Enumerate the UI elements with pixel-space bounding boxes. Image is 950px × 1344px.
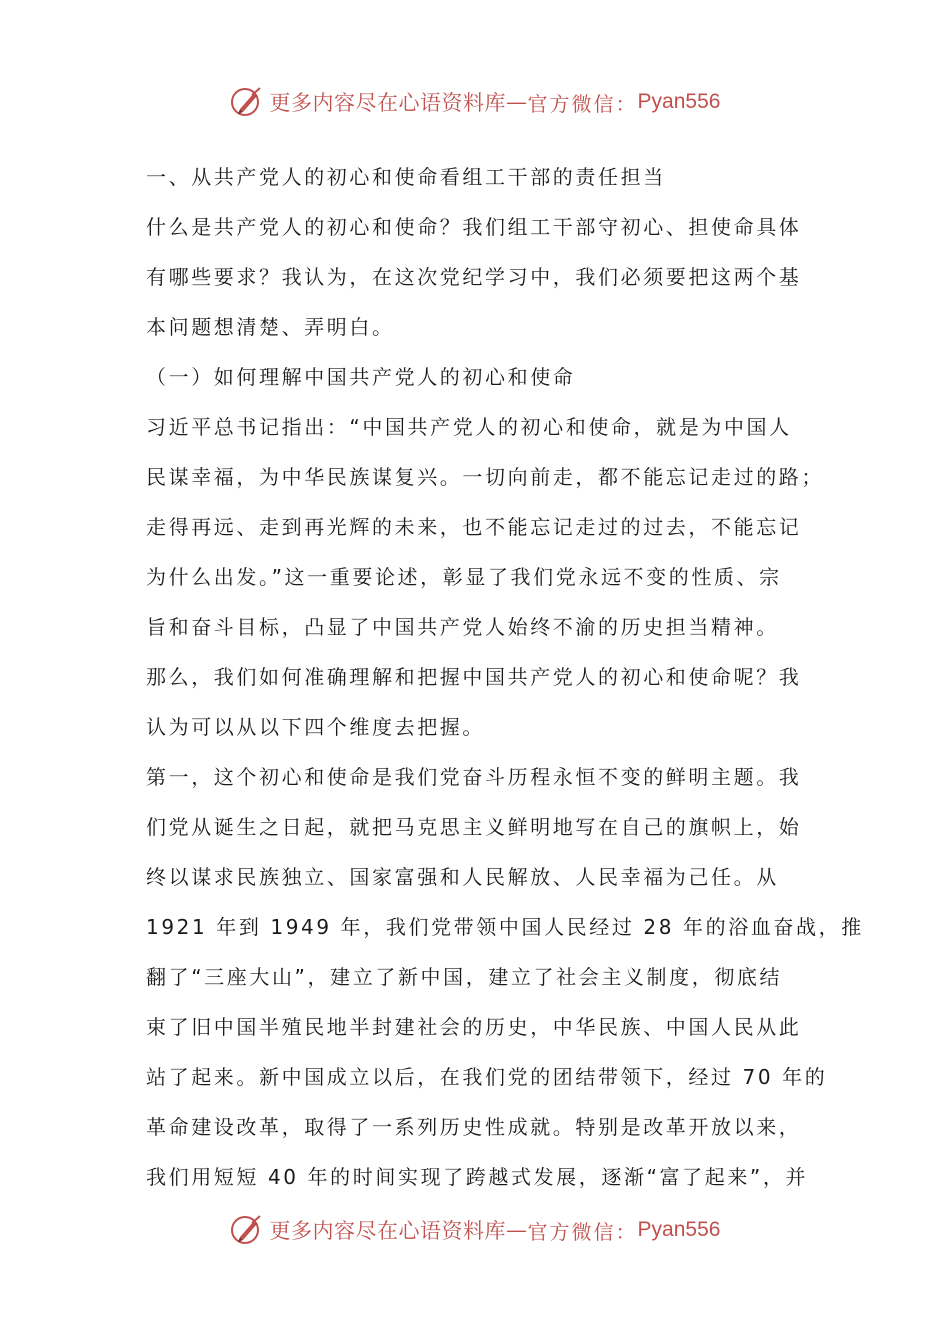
paragraph-line: 第一，这个初心和使命是我们党奋斗历程永恒不变的鲜明主题。我	[146, 765, 802, 789]
paragraph-line: 为什么出发。”这一重要论述，彰显了我们党永远不变的性质、宗	[146, 565, 782, 589]
paragraph-line: 认为可以从以下四个维度去把握。	[146, 715, 485, 739]
paragraph-line: 站了起来。新中国成立以后，在我们党的团结带领下，经过 70 年的	[146, 1065, 828, 1089]
watermark-text: 更多内容尽在心语资料库	[269, 1219, 507, 1243]
paragraph-line: 走得再远、走到再光辉的未来，也不能忘记走过的过去，不能忘记	[146, 515, 802, 539]
paragraph-line: 旨和奋斗目标，凸显了中国共产党人始终不渝的历史担当精神。	[146, 615, 779, 639]
watermark-text: 更多内容尽在心语资料库	[269, 91, 507, 115]
paragraph-line: 1921 年到 1949 年，我们党带领中国人民经过 28 年的浴血奋战，推	[146, 915, 864, 939]
pen-logo-icon	[230, 1213, 264, 1247]
paragraph-line: 翻了“三座大山”，建立了新中国，建立了社会主义制度，彻底结	[146, 965, 783, 989]
watermark-separator: —	[506, 1218, 528, 1242]
paragraph-line: 们党从诞生之日起，就把马克思主义鲜明地写在自己的旗帜上，始	[146, 815, 802, 839]
watermark-contact-id: Pyan556	[637, 1218, 721, 1241]
paragraph-line: 什么是共产党人的初心和使命？我们组工干部守初心、担使命具体	[146, 215, 802, 239]
footer-watermark	[0, 1210, 950, 1250]
section-heading: 一、从共产党人的初心和使命看组工干部的责任担当	[146, 165, 666, 189]
paragraph-line: 那么，我们如何准确理解和把握中国共产党人的初心和使命呢？我	[146, 665, 802, 689]
pen-logo-icon	[230, 85, 264, 119]
watermark-separator: —	[506, 90, 528, 114]
paragraph-line: 革命建设改革，取得了一系列历史性成就。特别是改革开放以来，	[146, 1115, 802, 1139]
watermark-contact-id: Pyan556	[637, 90, 721, 113]
paragraph-line: 民谋幸福，为中华民族谋复兴。一切向前走，都不能忘记走过的路；	[146, 465, 824, 489]
paragraph-line: 本问题想清楚、弄明白。	[146, 315, 395, 339]
paragraph-line: 我们用短短 40 年的时间实现了跨越式发展，逐渐“富了起来”，并	[146, 1165, 809, 1189]
header-watermark	[0, 82, 950, 122]
paragraph-line: 终以谋求民族独立、国家富强和人民解放、人民幸福为己任。从	[146, 865, 779, 889]
subsection-heading: （一）如何理解中国共产党人的初心和使命	[146, 365, 576, 389]
paragraph-line: 束了旧中国半殖民地半封建社会的历史，中华民族、中国人民从此	[146, 1015, 802, 1039]
document-body	[146, 152, 864, 1202]
paragraph-line: 习近平总书记指出：“中国共产党人的初心和使命，就是为中国人	[146, 415, 792, 439]
watermark-contact-label: 官方微信：	[527, 91, 638, 116]
paragraph-line: 有哪些要求？我认为，在这次党纪学习中，我们必须要把这两个基	[146, 265, 802, 289]
watermark-contact-label: 官方微信：	[527, 1219, 638, 1244]
